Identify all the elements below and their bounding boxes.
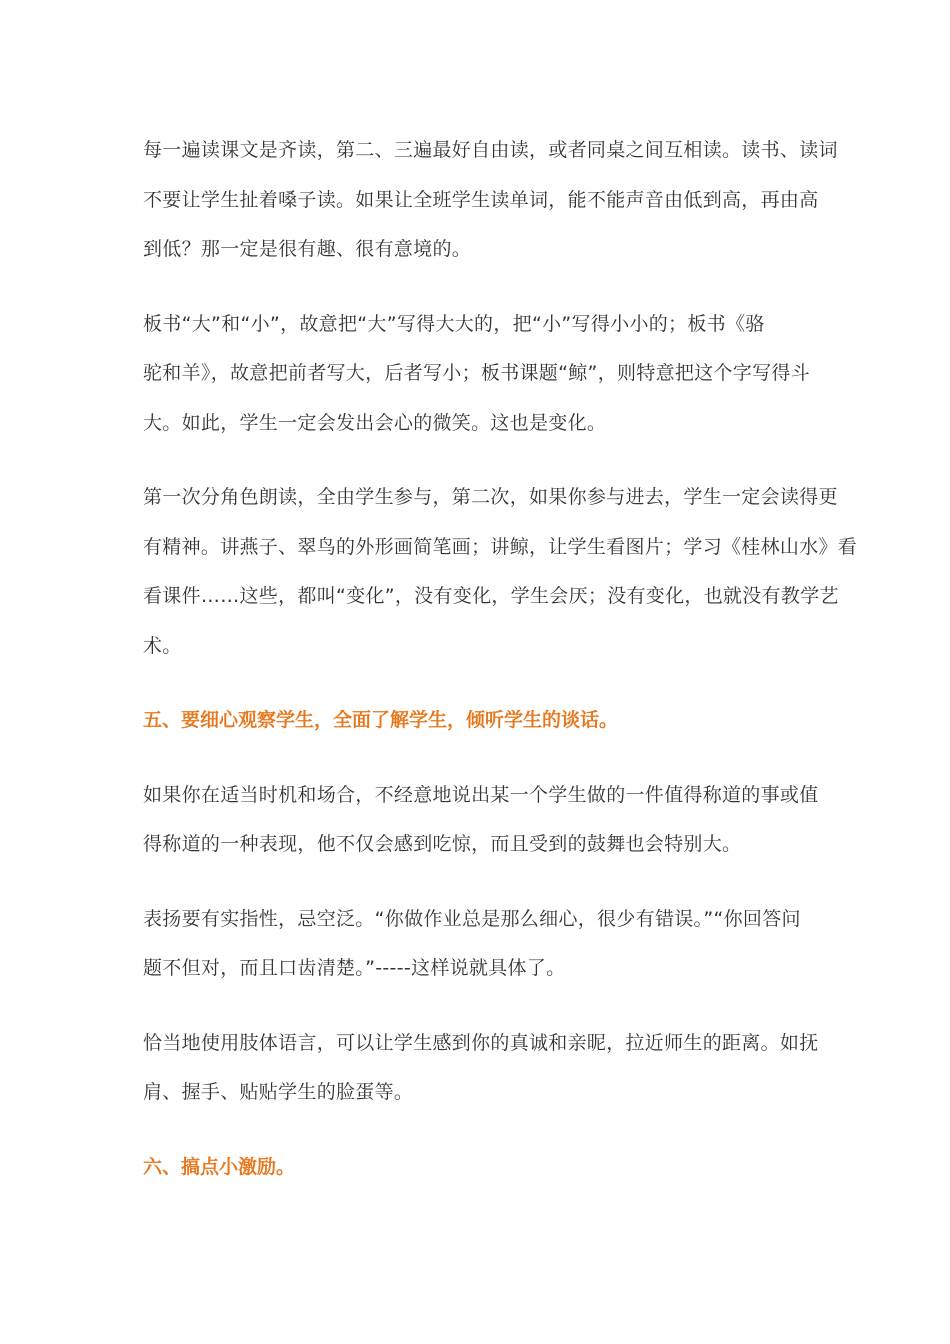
- text-line: 大。如此，学生一定会发出会心的微笑。这也是变化。: [143, 411, 607, 434]
- text-line: 板书“大”和“小”，故意把“大”写得大大的，把“小”写得小小的；板书《骆: [143, 312, 765, 335]
- text-line: 不要让学生扯着嗓子读。如果让全班学生读单词，能不能声音由低到高，再由高: [143, 188, 819, 211]
- document-page: [143, 126, 858, 1217]
- section-heading-six: 六、搞点小激励。: [143, 1155, 296, 1178]
- paragraph-body-language: [143, 1019, 819, 1118]
- section-heading-five: 五、要细心观察学生，全面了解学生，倾听学生的谈话。: [143, 709, 619, 731]
- text-line: 术。: [143, 634, 182, 657]
- paragraph-reading-variation: [143, 126, 838, 275]
- text-line: 得称道的一种表现，他不仅会感到吃惊，而且受到的鼓舞也会特别大。: [143, 833, 742, 855]
- paragraph-specific-praise: [143, 895, 815, 994]
- text-line: 第一次分角色朗读，全由学生参与，第二次，如果你参与进去，学生一定会读得更: [143, 486, 838, 508]
- text-line: 肩、握手、贴贴学生的脸蛋等。: [143, 1081, 414, 1103]
- text-line: 表扬要有实指性，忌空泛。“你做作业总是那么细心，很少有错误。”“你回答问: [143, 907, 801, 930]
- text-line: 到低？那一定是很有趣、很有意境的。: [143, 238, 472, 260]
- paragraph-role-reading: [143, 473, 858, 671]
- paragraph-praise-timing: [143, 771, 819, 870]
- text-line: 恰当地使用肢体语言，可以让学生感到你的真诚和亲昵，拉近师生的距离。如抚: [143, 1031, 819, 1054]
- text-line: 驼和羊》，故意把前者写大，后者写小；板书课题“鲸”，则特意把这个字写得斗: [143, 362, 810, 384]
- text-line: 每一遍读课文是齐读，第二、三遍最好自由读，或者同桌之间互相读。读书、读词: [143, 139, 838, 161]
- text-line: 如果你在适当时机和场合，不经意地说出某一个学生做的一件值得称道的事或值: [143, 783, 819, 806]
- text-line: 有精神。讲燕子、翠鸟的外形画简笔画；讲鲸，让学生看图片；学习《桂林山水》看: [143, 535, 858, 558]
- text-line: 题不但对，而且口齿清楚。”-----这样说就具体了。: [143, 957, 566, 979]
- paragraph-blackboard-writing: [143, 300, 815, 449]
- text-line: 看课件……这些，都叫“变化”，没有变化，学生会厌；没有变化，也就没有教学艺: [143, 585, 839, 607]
